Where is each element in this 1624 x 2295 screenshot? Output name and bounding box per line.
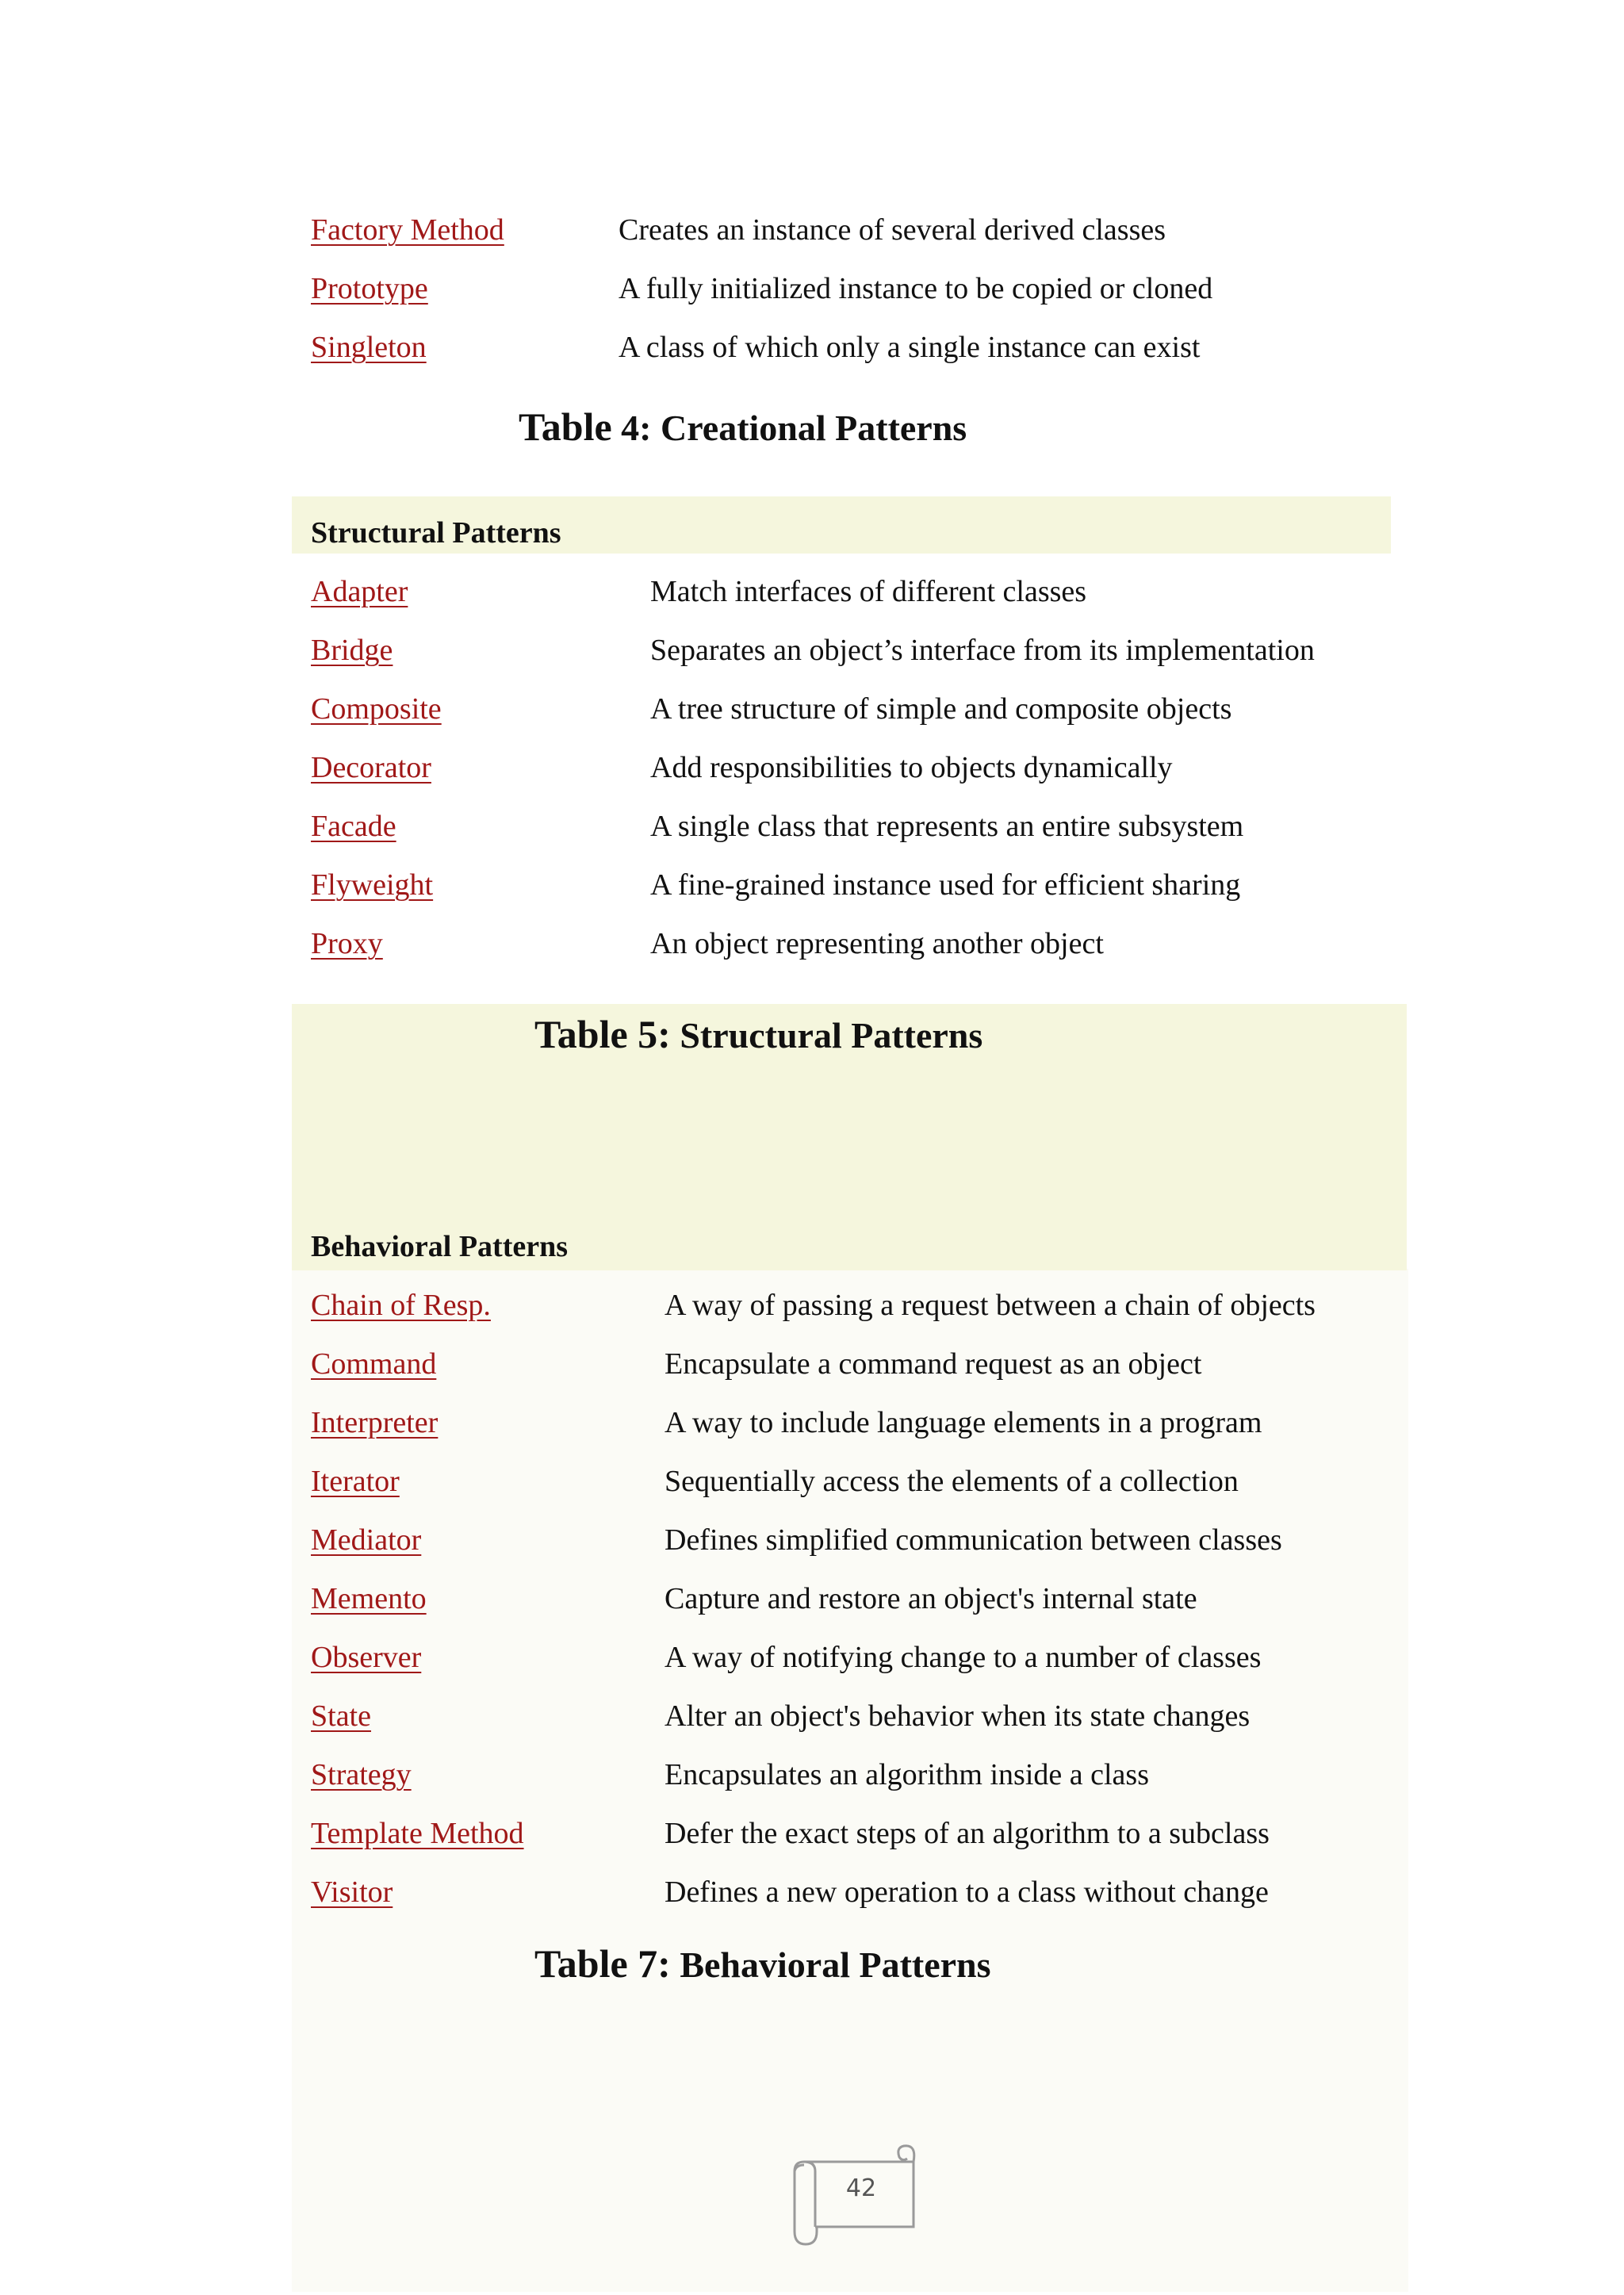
pattern-description: A fine-grained instance used for efficient sharing bbox=[650, 868, 1241, 902]
pattern-description: Creates an instance of several derived classes bbox=[619, 213, 1166, 247]
pattern-description: Alter an object's behavior when its state changes bbox=[665, 1699, 1251, 1733]
pattern-link[interactable]: Interpreter bbox=[311, 1406, 439, 1439]
page-number-scroll bbox=[780, 2138, 939, 2249]
section-heading: Behavioral Patterns bbox=[311, 1230, 569, 1263]
pattern-description: Add responsibilities to objects dynamically bbox=[650, 751, 1173, 784]
pattern-link[interactable]: Facade bbox=[311, 810, 396, 843]
page-number: 42 bbox=[845, 2174, 877, 2202]
pattern-description: Capture and restore an object's internal state bbox=[665, 1582, 1197, 1615]
pattern-link[interactable]: Adapter bbox=[311, 575, 408, 608]
pattern-description: Encapsulate a command request as an object bbox=[665, 1347, 1202, 1381]
pattern-description: Sequentially access the elements of a collection bbox=[665, 1465, 1239, 1498]
table-row bbox=[311, 685, 1481, 733]
table-row bbox=[311, 1399, 1481, 1446]
caption-text: Behavioral Patterns bbox=[670, 1944, 991, 1985]
table-caption bbox=[534, 1940, 991, 1989]
pattern-link[interactable]: Prototype bbox=[311, 272, 428, 305]
table-row bbox=[311, 1692, 1481, 1740]
section-heading: Structural Patterns bbox=[311, 516, 561, 550]
pattern-description: Separates an object’s interface from its implementation bbox=[650, 634, 1315, 667]
table-row bbox=[311, 803, 1481, 850]
table-row bbox=[311, 1751, 1481, 1799]
table-caption bbox=[519, 403, 967, 452]
table-row bbox=[311, 1868, 1481, 1916]
table-row bbox=[311, 568, 1481, 615]
pattern-link[interactable]: Decorator bbox=[311, 751, 431, 784]
caption-text: 4: Creational Patterns bbox=[611, 408, 967, 448]
table-row bbox=[311, 1634, 1481, 1681]
pattern-description: Defines simplified communication between classes bbox=[665, 1523, 1282, 1557]
caption-text: Structural Patterns bbox=[670, 1015, 983, 1056]
pattern-description: A class of which only a single instance can exist bbox=[619, 331, 1201, 364]
table-row bbox=[311, 1458, 1481, 1505]
table-row bbox=[311, 1516, 1481, 1564]
table-caption bbox=[534, 1010, 982, 1059]
table-row bbox=[311, 1810, 1481, 1857]
table-row bbox=[311, 206, 1481, 254]
pattern-description: A way of passing a request between a chain of objects bbox=[665, 1289, 1316, 1322]
pattern-link[interactable]: Factory Method bbox=[311, 213, 504, 247]
pattern-description: A way to include language elements in a program bbox=[665, 1406, 1262, 1439]
caption-lead: Table 5: bbox=[534, 1012, 671, 1056]
table-row bbox=[311, 1575, 1481, 1623]
table-row bbox=[311, 1340, 1481, 1388]
pattern-link[interactable]: Observer bbox=[311, 1641, 422, 1674]
pattern-link[interactable]: Memento bbox=[311, 1582, 427, 1615]
table-row bbox=[311, 626, 1481, 674]
pattern-description: An object representing another object bbox=[650, 927, 1104, 960]
pattern-description: A tree structure of simple and composite objects bbox=[650, 692, 1232, 726]
pattern-link[interactable]: Iterator bbox=[311, 1465, 400, 1498]
pattern-link[interactable]: Proxy bbox=[311, 927, 383, 960]
pattern-link[interactable]: Mediator bbox=[311, 1523, 422, 1557]
caption-lead: Table 7: bbox=[534, 1941, 671, 1986]
table-row bbox=[311, 324, 1481, 371]
pattern-description: Defines a new operation to a class without change bbox=[665, 1875, 1269, 1909]
table-row bbox=[311, 744, 1481, 791]
pattern-link[interactable]: Singleton bbox=[311, 331, 427, 364]
pattern-link[interactable]: Strategy bbox=[311, 1758, 412, 1791]
pattern-link[interactable]: State bbox=[311, 1699, 371, 1733]
pattern-link[interactable]: Chain of Resp. bbox=[311, 1289, 491, 1322]
pattern-link[interactable]: Command bbox=[311, 1347, 437, 1381]
pattern-link[interactable]: Template Method bbox=[311, 1817, 524, 1850]
pattern-link[interactable]: Flyweight bbox=[311, 868, 434, 902]
pattern-description: A way of notifying change to a number of classes bbox=[665, 1641, 1262, 1674]
pattern-description: Match interfaces of different classes bbox=[650, 575, 1087, 608]
pattern-link[interactable]: Bridge bbox=[311, 634, 393, 667]
pattern-link[interactable]: Composite bbox=[311, 692, 442, 726]
pattern-description: Encapsulates an algorithm inside a class bbox=[665, 1758, 1149, 1791]
table-row bbox=[311, 920, 1481, 967]
table-row bbox=[311, 1282, 1481, 1329]
pattern-description: A fully initialized instance to be copied or cloned bbox=[619, 272, 1213, 305]
table-row bbox=[311, 265, 1481, 312]
table-row bbox=[311, 861, 1481, 909]
caption-lead: Table bbox=[519, 404, 612, 449]
pattern-link[interactable]: Visitor bbox=[311, 1875, 393, 1909]
pattern-description: Defer the exact steps of an algorithm to a subclass bbox=[665, 1817, 1270, 1850]
pattern-description: A single class that represents an entire subsystem bbox=[650, 810, 1244, 843]
